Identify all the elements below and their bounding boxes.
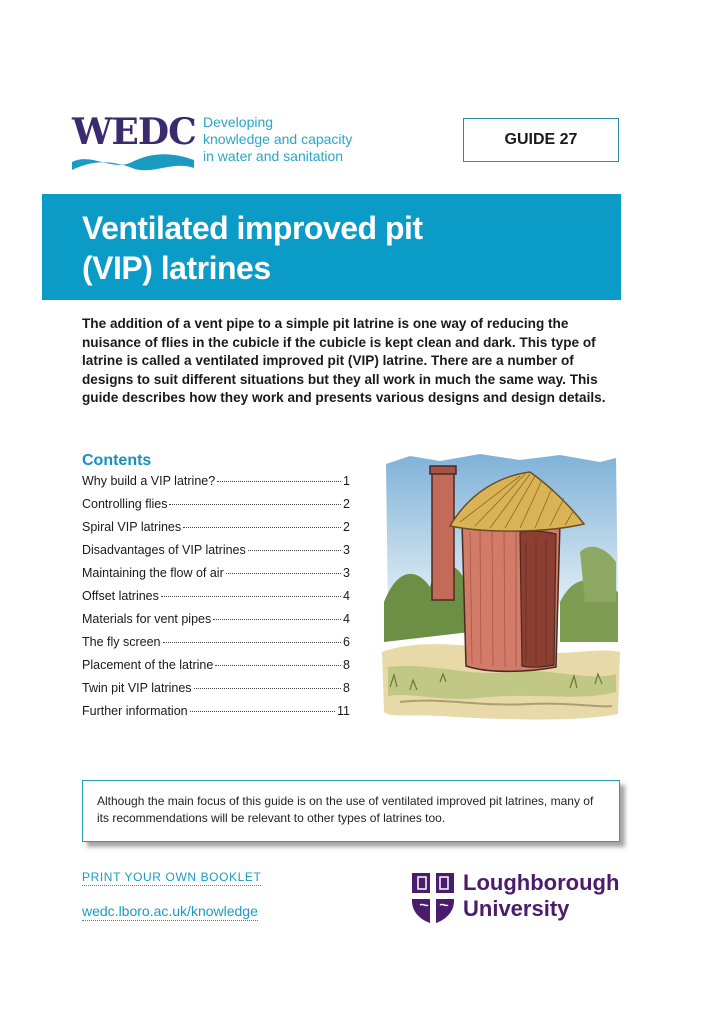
university-name-line: University [463, 896, 570, 921]
tagline-line: in water and sanitation [203, 148, 344, 164]
contents-item-page: 2 [343, 520, 350, 534]
university-name-line: Loughborough [463, 870, 620, 895]
contents-item-page: 11 [337, 704, 350, 718]
title-line: Ventilated improved pit [82, 210, 423, 246]
leader-dots [169, 504, 341, 505]
contents-item-page: 3 [343, 566, 350, 580]
contents-item[interactable] [82, 474, 350, 497]
tagline [203, 114, 403, 165]
contents-item[interactable] [82, 612, 350, 635]
contents-item-label: Twin pit VIP latrines [82, 681, 192, 695]
title-banner [42, 194, 621, 300]
contents-item-page: 4 [343, 612, 350, 626]
contents-item-label: Materials for vent pipes [82, 612, 212, 626]
contents-item-page: 4 [343, 589, 350, 603]
contents-item[interactable] [82, 658, 350, 681]
wedc-logo-text: WEDC [72, 111, 196, 153]
print-booklet-link[interactable]: PRINT YOUR OWN BOOKLET [82, 870, 262, 884]
title-line: (VIP) latrines [82, 250, 271, 286]
note-box: Although the main focus of this guide is on the use of ventilated improved pit latrines, many of its recommendations will be relevant to other types of latrines too. [82, 780, 620, 842]
contents-item[interactable] [82, 566, 350, 589]
leader-dots [194, 688, 342, 689]
leader-dots [161, 596, 341, 597]
contents-item[interactable] [82, 704, 350, 727]
contents-item-label: Why build a VIP latrine? [82, 474, 216, 488]
guide-number-badge: GUIDE 27 [463, 118, 619, 162]
leader-dots [217, 481, 341, 482]
contents-item-label: Further information [82, 704, 188, 718]
contents-item-page: 6 [343, 635, 350, 649]
contents-item[interactable] [82, 543, 350, 566]
page-title [82, 208, 602, 288]
contents-item[interactable] [82, 589, 350, 612]
leader-dots [190, 711, 335, 712]
website-link[interactable]: wedc.lboro.ac.uk/knowledge [82, 903, 258, 919]
contents-item-page: 8 [343, 658, 350, 672]
contents-item-page: 3 [343, 543, 350, 557]
contents-item[interactable] [82, 520, 350, 543]
contents-item-page: 2 [343, 497, 350, 511]
wave-icon [72, 152, 194, 174]
contents-item[interactable] [82, 497, 350, 520]
latrine-illustration [380, 452, 622, 724]
contents-item-label: Offset latrines [82, 589, 159, 603]
university-name [463, 870, 619, 922]
contents-heading: Contents [82, 452, 152, 469]
leader-dots [183, 527, 341, 528]
tagline-line: knowledge and capacity [203, 131, 353, 147]
contents-item-label: Maintaining the flow of air [82, 566, 224, 580]
contents-item-label: Disadvantages of VIP latrines [82, 543, 246, 557]
contents-item[interactable] [82, 681, 350, 704]
contents-list [82, 474, 350, 727]
contents-item-label: Spiral VIP latrines [82, 520, 182, 534]
intro-paragraph: The addition of a vent pipe to a simple pit latrine is one way of reducing the nuisance of flies in the cubicle if the cubicle is kept clean and dark. This type of latrine is called a ventilated improved pit (VIP) latrine. There are a number of designs to suit different situations but they all work in much the same way. This guide describes how they work and presents various designs and design details. [82, 316, 606, 405]
contents-item[interactable] [82, 635, 350, 658]
tagline-line: Developing [203, 114, 274, 130]
leader-dots [226, 573, 341, 574]
leader-dots [215, 665, 341, 666]
contents-item-label: Controlling flies [82, 497, 168, 511]
contents-item-page: 8 [343, 681, 350, 695]
leader-dots [213, 619, 341, 620]
leader-dots [248, 550, 341, 551]
university-crest-icon [410, 871, 456, 925]
contents-item-label: The fly screen [82, 635, 161, 649]
contents-item-label: Placement of the latrine [82, 658, 214, 672]
leader-dots [163, 642, 342, 643]
wedc-logo [72, 112, 194, 174]
contents-item-page: 1 [343, 474, 350, 488]
